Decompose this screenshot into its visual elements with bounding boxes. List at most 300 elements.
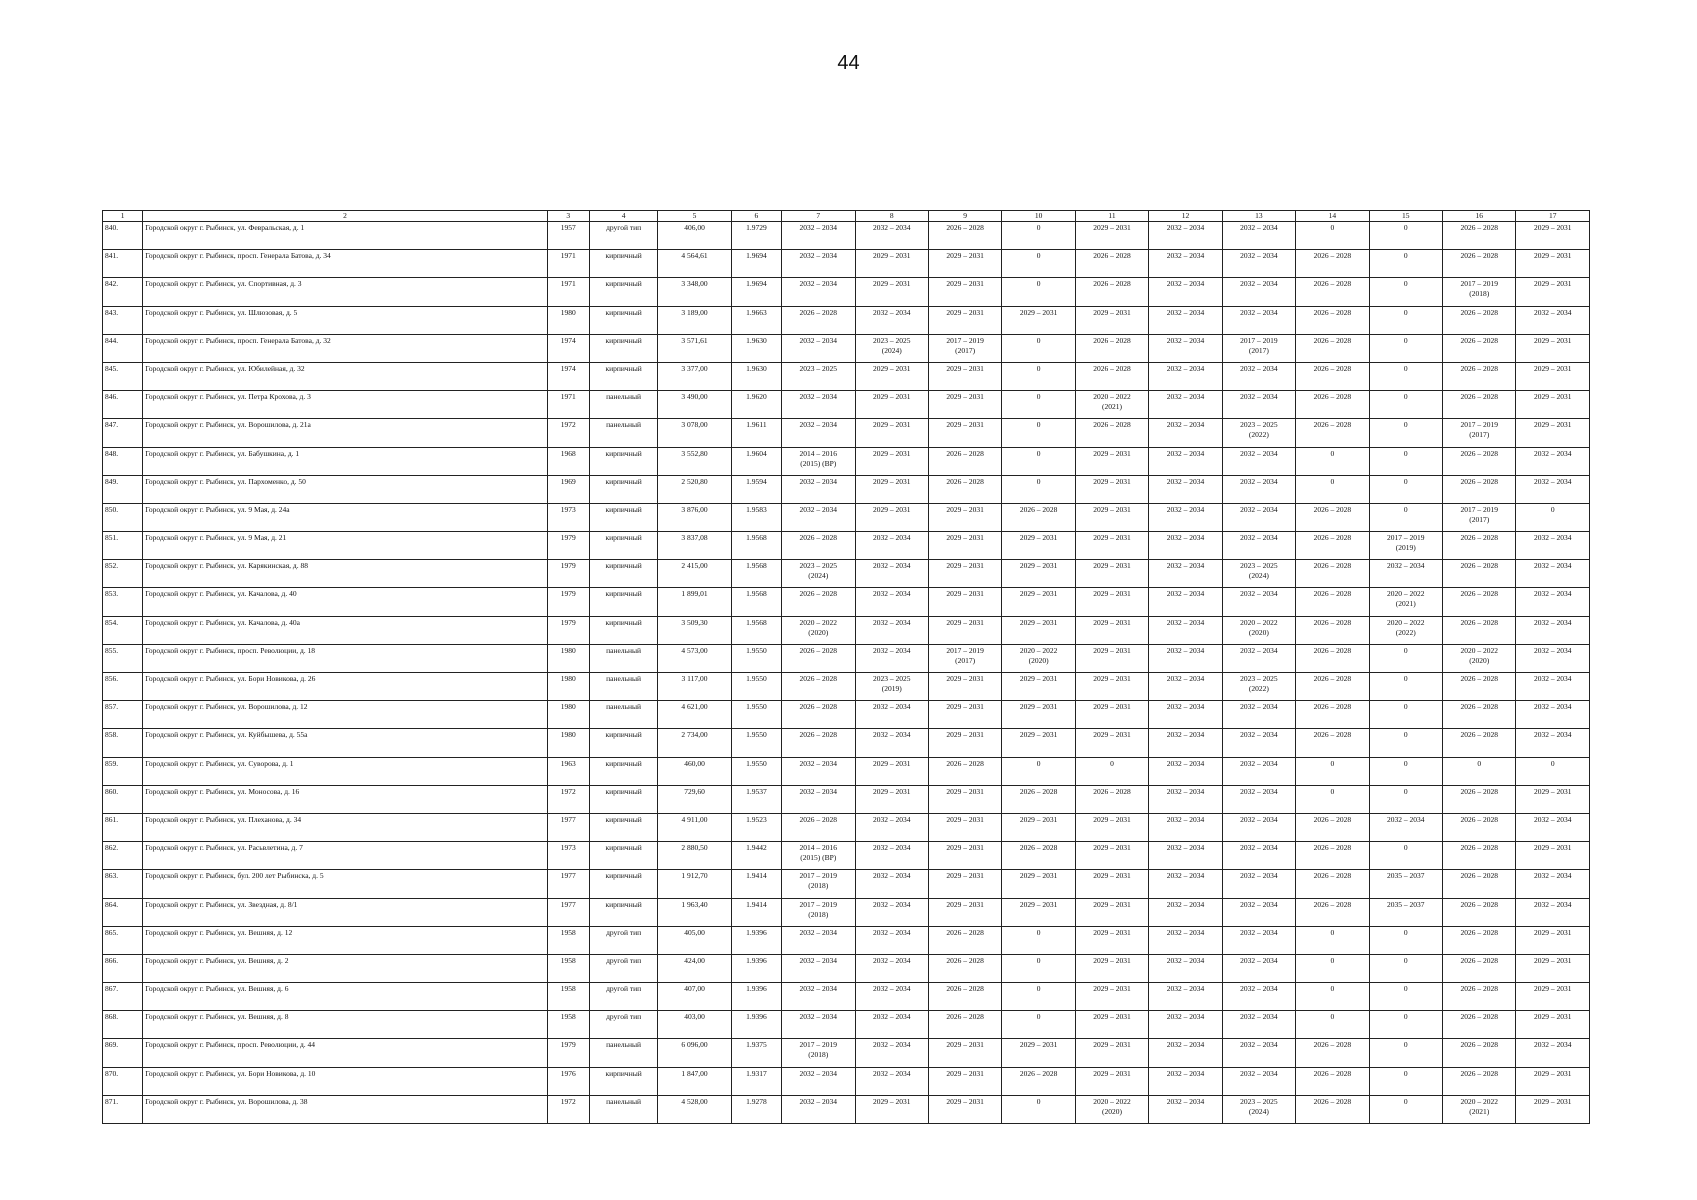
- table-row: [103, 250, 1590, 278]
- table-cell: 2026 – 2028: [1075, 419, 1148, 447]
- table-row: [103, 560, 1590, 588]
- table-cell: 2026 – 2028: [1443, 250, 1516, 278]
- table-cell: 0: [1002, 391, 1075, 419]
- table-cell: 2032 – 2034: [855, 898, 928, 926]
- address-cell: Городской округ г. Рыбинск, ул. Бори Новикова, д. 26: [143, 673, 547, 701]
- table-cell: 2032 – 2034: [1222, 729, 1295, 757]
- table-cell: 2026 – 2028: [1002, 1067, 1075, 1095]
- table-cell: 0: [1369, 278, 1442, 306]
- table-cell: 2026 – 2028: [1075, 278, 1148, 306]
- table-cell: 2032 – 2034: [1222, 362, 1295, 390]
- table-cell: 2029 – 2031: [855, 503, 928, 531]
- table-cell: 2026 – 2028: [1443, 475, 1516, 503]
- table-cell: 2032 – 2034: [1516, 898, 1590, 926]
- table-cell: 0: [1369, 306, 1442, 334]
- table-cell: 6 096,00: [658, 1039, 731, 1067]
- table-row: [103, 391, 1590, 419]
- table-cell: 2029 – 2031: [928, 785, 1001, 813]
- table-cell: 2029 – 2031: [1075, 729, 1148, 757]
- table-cell: 3 117,00: [658, 673, 731, 701]
- column-number-header: 3: [547, 211, 589, 222]
- table-cell: другой тип: [589, 983, 657, 1011]
- table-cell: 2026 – 2028: [1443, 560, 1516, 588]
- table-cell: 2026 – 2028: [1296, 419, 1369, 447]
- table-cell: 2032 – 2034: [855, 954, 928, 982]
- table-cell: 2029 – 2031: [928, 503, 1001, 531]
- table-cell: 2032 – 2034: [1149, 222, 1222, 250]
- table-cell: панельный: [589, 1095, 657, 1123]
- row-number-cell: 841.: [103, 250, 143, 278]
- table-cell: 2029 – 2031: [928, 1095, 1001, 1123]
- table-cell: 1.9550: [731, 729, 781, 757]
- table-cell: 2026 – 2028: [1296, 588, 1369, 616]
- table-cell: 2029 – 2031: [1075, 673, 1148, 701]
- table-row: [103, 532, 1590, 560]
- table-cell: 2032 – 2034: [1516, 588, 1590, 616]
- table-cell: 2029 – 2031: [855, 250, 928, 278]
- table-cell: панельный: [589, 644, 657, 672]
- table-cell: 0: [1296, 447, 1369, 475]
- table-cell: 403,00: [658, 1011, 731, 1039]
- table-cell: 1.9414: [731, 870, 781, 898]
- table-cell: 1 963,40: [658, 898, 731, 926]
- table-cell: 2032 – 2034: [1149, 757, 1222, 785]
- row-number-cell: 864.: [103, 898, 143, 926]
- address-cell: Городской округ г. Рыбинск, просп. Генерала Батова, д. 32: [143, 334, 547, 362]
- table-cell: 2032 – 2034: [782, 757, 855, 785]
- table-cell: 2026 – 2028: [1443, 588, 1516, 616]
- address-cell: Городской округ г. Рыбинск, ул. Расьвлетина, д. 7: [143, 842, 547, 870]
- table-cell: 2032 – 2034: [855, 1039, 928, 1067]
- table-cell: 1.9630: [731, 362, 781, 390]
- table-cell: 2032 – 2034: [855, 729, 928, 757]
- table-cell: 2032 – 2034: [1222, 842, 1295, 870]
- table-cell: 2032 – 2034: [1222, 813, 1295, 841]
- table-cell: 4 564,61: [658, 250, 731, 278]
- table-cell: 2029 – 2031: [1075, 1067, 1148, 1095]
- row-number-cell: 853.: [103, 588, 143, 616]
- table-cell: 2032 – 2034: [782, 475, 855, 503]
- address-cell: Городской округ г. Рыбинск, ул. Качалова, д. 40: [143, 588, 547, 616]
- table-cell: 2029 – 2031: [928, 813, 1001, 841]
- table-cell: 3 348,00: [658, 278, 731, 306]
- table-cell: 1974: [547, 362, 589, 390]
- table-cell: 2026 – 2028: [1296, 362, 1369, 390]
- table-cell: 2032 – 2034: [1222, 475, 1295, 503]
- table-cell: 2032 – 2034: [1222, 503, 1295, 531]
- address-cell: Городской округ г. Рыбинск, ул. Шлюзовая, д. 5: [143, 306, 547, 334]
- table-cell: 2029 – 2031: [928, 588, 1001, 616]
- table-cell: 2026 – 2028: [1296, 813, 1369, 841]
- table-cell: 2029 – 2031: [855, 785, 928, 813]
- table-cell: 2029 – 2031: [1516, 278, 1590, 306]
- table-cell: 2032 – 2034: [855, 870, 928, 898]
- table-cell: 2023 – 2025 (2024): [1222, 1095, 1295, 1123]
- table-cell: 1979: [547, 588, 589, 616]
- table-cell: 2026 – 2028: [1296, 306, 1369, 334]
- table-cell: 4 528,00: [658, 1095, 731, 1123]
- column-number-header: 7: [782, 211, 855, 222]
- table-cell: 2026 – 2028: [782, 729, 855, 757]
- table-cell: 2032 – 2034: [1222, 785, 1295, 813]
- table-cell: 1976: [547, 1067, 589, 1095]
- table-cell: 2032 – 2034: [1149, 503, 1222, 531]
- table-cell: 2029 – 2031: [928, 1039, 1001, 1067]
- table-cell: 1979: [547, 532, 589, 560]
- table-cell: 1.9317: [731, 1067, 781, 1095]
- table-cell: 1972: [547, 1095, 589, 1123]
- table-cell: 2029 – 2031: [855, 391, 928, 419]
- table-cell: 2020 – 2022 (2020): [1075, 1095, 1148, 1123]
- table-cell: 2017 – 2019 (2018): [782, 870, 855, 898]
- table-cell: 2032 – 2034: [1149, 616, 1222, 644]
- row-number-cell: 861.: [103, 813, 143, 841]
- address-cell: Городской округ г. Рыбинск, просп. Революции, д. 18: [143, 644, 547, 672]
- table-row: [103, 419, 1590, 447]
- table-cell: другой тип: [589, 926, 657, 954]
- row-number-cell: 849.: [103, 475, 143, 503]
- address-cell: Городской округ г. Рыбинск, ул. Плеханова, д. 34: [143, 813, 547, 841]
- table-cell: 2029 – 2031: [1075, 306, 1148, 334]
- address-cell: Городской округ г. Рыбинск, ул. Ворошилова, д. 12: [143, 701, 547, 729]
- table-cell: 2032 – 2034: [1516, 673, 1590, 701]
- table-cell: 1.9414: [731, 898, 781, 926]
- table-cell: 2026 – 2028: [1296, 898, 1369, 926]
- table-cell: 1977: [547, 813, 589, 841]
- table-cell: 1.9568: [731, 532, 781, 560]
- table-cell: 2032 – 2034: [1149, 870, 1222, 898]
- table-cell: 0: [1443, 757, 1516, 785]
- address-cell: Городской округ г. Рыбинск, просп. Революции, д. 44: [143, 1039, 547, 1067]
- table-cell: 0: [1002, 278, 1075, 306]
- table-cell: 2032 – 2034: [1222, 306, 1295, 334]
- table-cell: 2026 – 2028: [1296, 616, 1369, 644]
- table-cell: 2023 – 2025 (2024): [1222, 560, 1295, 588]
- table-cell: 0: [1369, 362, 1442, 390]
- table-cell: 1.9396: [731, 926, 781, 954]
- table-cell: 2032 – 2034: [855, 701, 928, 729]
- table-cell: 2032 – 2034: [1222, 926, 1295, 954]
- table-cell: 0: [1516, 503, 1590, 531]
- table-cell: 0: [1369, 926, 1442, 954]
- table-cell: 2032 – 2034: [1222, 1011, 1295, 1039]
- table-cell: 1958: [547, 983, 589, 1011]
- table-cell: 1.9568: [731, 588, 781, 616]
- address-cell: Городской округ г. Рыбинск, ул. Вешняя, д. 8: [143, 1011, 547, 1039]
- table-cell: 4 911,00: [658, 813, 731, 841]
- table-cell: 2032 – 2034: [1149, 1067, 1222, 1095]
- table-cell: 2032 – 2034: [1149, 278, 1222, 306]
- table-cell: 2032 – 2034: [855, 560, 928, 588]
- table-cell: 2029 – 2031: [1075, 954, 1148, 982]
- address-cell: Городской округ г. Рыбинск, бул. 200 лет Рыбинска, д. 5: [143, 870, 547, 898]
- table-cell: 1.9594: [731, 475, 781, 503]
- table-cell: 2026 – 2028: [1002, 842, 1075, 870]
- address-cell: Городской округ г. Рыбинск, ул. Бори Новикова, д. 10: [143, 1067, 547, 1095]
- table-cell: 0: [1002, 1095, 1075, 1123]
- table-cell: 3 552,80: [658, 447, 731, 475]
- address-cell: Городской округ г. Рыбинск, ул. Карякинская, д. 88: [143, 560, 547, 588]
- table-cell: 2026 – 2028: [1443, 983, 1516, 1011]
- table-cell: 2029 – 2031: [1075, 1039, 1148, 1067]
- table-cell: 2032 – 2034: [1149, 1011, 1222, 1039]
- table-cell: 0: [1296, 475, 1369, 503]
- table-cell: 460,00: [658, 757, 731, 785]
- table-cell: 1974: [547, 334, 589, 362]
- table-row: [103, 673, 1590, 701]
- table-cell: кирпичный: [589, 362, 657, 390]
- table-cell: 2032 – 2034: [855, 644, 928, 672]
- table-cell: 0: [1002, 1011, 1075, 1039]
- table-cell: 1980: [547, 644, 589, 672]
- table-cell: 0: [1369, 250, 1442, 278]
- table-row: [103, 757, 1590, 785]
- table-cell: кирпичный: [589, 616, 657, 644]
- table-cell: 2032 – 2034: [1222, 757, 1295, 785]
- table-cell: кирпичный: [589, 813, 657, 841]
- row-number-cell: 848.: [103, 447, 143, 475]
- table-cell: 2026 – 2028: [928, 983, 1001, 1011]
- table-cell: 1.9568: [731, 560, 781, 588]
- table-cell: 2032 – 2034: [1516, 560, 1590, 588]
- table-cell: 2023 – 2025 (2019): [855, 673, 928, 701]
- table-cell: 0: [1369, 447, 1442, 475]
- table-cell: другой тип: [589, 954, 657, 982]
- table-cell: 2029 – 2031: [1075, 503, 1148, 531]
- table-cell: 2032 – 2034: [1149, 729, 1222, 757]
- housing-repair-schedule-table: [102, 210, 1590, 1124]
- table-cell: 0: [1516, 757, 1590, 785]
- table-cell: 2 520,80: [658, 475, 731, 503]
- table-cell: 2026 – 2028: [1296, 278, 1369, 306]
- table-cell: 2029 – 2031: [1075, 560, 1148, 588]
- table-cell: 2029 – 2031: [1516, 983, 1590, 1011]
- table-cell: 0: [1369, 391, 1442, 419]
- table-cell: 2026 – 2028: [1296, 391, 1369, 419]
- table-cell: 1973: [547, 503, 589, 531]
- column-number-header: 10: [1002, 211, 1075, 222]
- table-cell: 0: [1002, 926, 1075, 954]
- row-number-cell: 844.: [103, 334, 143, 362]
- table-cell: 2032 – 2034: [782, 926, 855, 954]
- table-cell: кирпичный: [589, 588, 657, 616]
- table-cell: 405,00: [658, 926, 731, 954]
- table-cell: панельный: [589, 419, 657, 447]
- table-cell: кирпичный: [589, 306, 657, 334]
- table-cell: 0: [1369, 1039, 1442, 1067]
- table-row: [103, 616, 1590, 644]
- table-cell: 1.9442: [731, 842, 781, 870]
- table-cell: кирпичный: [589, 532, 657, 560]
- column-number-header: 6: [731, 211, 781, 222]
- table-cell: 2029 – 2031: [928, 419, 1001, 447]
- table-cell: 2029 – 2031: [1516, 842, 1590, 870]
- table-cell: 2032 – 2034: [1149, 334, 1222, 362]
- table-cell: 0: [1002, 954, 1075, 982]
- row-number-cell: 840.: [103, 222, 143, 250]
- row-number-cell: 858.: [103, 729, 143, 757]
- table-cell: 1957: [547, 222, 589, 250]
- table-row: [103, 870, 1590, 898]
- table-cell: 2023 – 2025: [782, 362, 855, 390]
- table-cell: 2026 – 2028: [1075, 785, 1148, 813]
- table-cell: 2032 – 2034: [1149, 701, 1222, 729]
- table-cell: 2032 – 2034: [1149, 813, 1222, 841]
- table-cell: 2014 – 2016 (2015) (ВР): [782, 447, 855, 475]
- row-number-cell: 857.: [103, 701, 143, 729]
- table-cell: 0: [1369, 673, 1442, 701]
- table-cell: 1963: [547, 757, 589, 785]
- table-cell: 2026 – 2028: [928, 1011, 1001, 1039]
- table-cell: 1979: [547, 616, 589, 644]
- table-cell: 0: [1369, 785, 1442, 813]
- table-cell: 2032 – 2034: [1369, 813, 1442, 841]
- table-row: [103, 475, 1590, 503]
- table-cell: 2032 – 2034: [1222, 532, 1295, 560]
- table-cell: 2032 – 2034: [1516, 532, 1590, 560]
- table-cell: 2026 – 2028: [782, 644, 855, 672]
- table-cell: 2032 – 2034: [855, 588, 928, 616]
- row-number-cell: 855.: [103, 644, 143, 672]
- table-cell: 1977: [547, 870, 589, 898]
- table-cell: 2029 – 2031: [855, 447, 928, 475]
- table-cell: 2029 – 2031: [928, 278, 1001, 306]
- address-cell: Городской округ г. Рыбинск, ул. Спортивная, д. 3: [143, 278, 547, 306]
- table-cell: 2032 – 2034: [1222, 447, 1295, 475]
- table-cell: 2032 – 2034: [855, 1011, 928, 1039]
- table-cell: 1.9375: [731, 1039, 781, 1067]
- table-cell: 3 876,00: [658, 503, 731, 531]
- table-cell: 2029 – 2031: [1516, 222, 1590, 250]
- table-row: [103, 588, 1590, 616]
- table-cell: другой тип: [589, 1011, 657, 1039]
- table-cell: 2032 – 2034: [1516, 870, 1590, 898]
- column-number-row: [103, 211, 1590, 222]
- table-cell: 2029 – 2031: [928, 616, 1001, 644]
- table-cell: 2026 – 2028: [782, 306, 855, 334]
- table-cell: 2032 – 2034: [855, 532, 928, 560]
- table-cell: 2032 – 2034: [1222, 870, 1295, 898]
- table-cell: 2029 – 2031: [1516, 1067, 1590, 1095]
- table-cell: 2026 – 2028: [1296, 729, 1369, 757]
- table-cell: 2032 – 2034: [782, 391, 855, 419]
- table-cell: 2029 – 2031: [1075, 222, 1148, 250]
- row-number-cell: 851.: [103, 532, 143, 560]
- row-number-cell: 869.: [103, 1039, 143, 1067]
- table-cell: 729,60: [658, 785, 731, 813]
- table-cell: 0: [1369, 954, 1442, 982]
- table-row: [103, 503, 1590, 531]
- address-cell: Городской округ г. Рыбинск, ул. Моносова, д. 16: [143, 785, 547, 813]
- table-cell: 2032 – 2034: [1222, 983, 1295, 1011]
- table-cell: 2026 – 2028: [1443, 673, 1516, 701]
- table-cell: другой тип: [589, 222, 657, 250]
- table-cell: 1.9694: [731, 278, 781, 306]
- table-row: [103, 644, 1590, 672]
- table-cell: 2026 – 2028: [928, 475, 1001, 503]
- table-cell: 0: [1369, 222, 1442, 250]
- table-cell: 2029 – 2031: [1002, 616, 1075, 644]
- table-cell: 4 621,00: [658, 701, 731, 729]
- row-number-cell: 854.: [103, 616, 143, 644]
- table-cell: кирпичный: [589, 870, 657, 898]
- table-cell: 2026 – 2028: [1296, 560, 1369, 588]
- table-cell: 1980: [547, 701, 589, 729]
- row-number-cell: 852.: [103, 560, 143, 588]
- column-number-header: 9: [928, 211, 1001, 222]
- table-cell: 1958: [547, 954, 589, 982]
- table-cell: 2026 – 2028: [1002, 503, 1075, 531]
- table-cell: 2026 – 2028: [1296, 842, 1369, 870]
- table-cell: 2029 – 2031: [1516, 250, 1590, 278]
- address-cell: Городской округ г. Рыбинск, ул. Куйбышева, д. 55а: [143, 729, 547, 757]
- table-row: [103, 334, 1590, 362]
- table-cell: 2 734,00: [658, 729, 731, 757]
- address-cell: Городской округ г. Рыбинск, ул. Петра Крохова, д. 3: [143, 391, 547, 419]
- column-number-header: 17: [1516, 211, 1590, 222]
- table-cell: 2026 – 2028: [1296, 503, 1369, 531]
- table-cell: 2029 – 2031: [1075, 532, 1148, 560]
- table-cell: 4 573,00: [658, 644, 731, 672]
- row-number-cell: 868.: [103, 1011, 143, 1039]
- table-cell: 2029 – 2031: [1516, 1011, 1590, 1039]
- table-cell: 1958: [547, 926, 589, 954]
- table-row: [103, 813, 1590, 841]
- row-number-cell: 842.: [103, 278, 143, 306]
- table-cell: 2026 – 2028: [1296, 870, 1369, 898]
- table-row: [103, 1067, 1590, 1095]
- row-number-cell: 850.: [103, 503, 143, 531]
- table-cell: 2026 – 2028: [1296, 701, 1369, 729]
- table-cell: 0: [1075, 757, 1148, 785]
- table-cell: 2032 – 2034: [1149, 673, 1222, 701]
- table-cell: 1980: [547, 729, 589, 757]
- row-number-cell: 870.: [103, 1067, 143, 1095]
- table-cell: 1.9550: [731, 673, 781, 701]
- table-cell: 2032 – 2034: [1149, 306, 1222, 334]
- table-cell: 2026 – 2028: [782, 673, 855, 701]
- column-number-header: 13: [1222, 211, 1295, 222]
- table-cell: 2029 – 2031: [1075, 644, 1148, 672]
- table-cell: кирпичный: [589, 447, 657, 475]
- column-number-header: 1: [103, 211, 143, 222]
- table-cell: 2017 – 2019 (2017): [1443, 503, 1516, 531]
- table-row: [103, 842, 1590, 870]
- table-cell: 1.9630: [731, 334, 781, 362]
- table-cell: 2026 – 2028: [1443, 842, 1516, 870]
- table-cell: 2029 – 2031: [1002, 898, 1075, 926]
- address-cell: Городской округ г. Рыбинск, ул. Звездная, д. 8/1: [143, 898, 547, 926]
- table-cell: кирпичный: [589, 278, 657, 306]
- table-row: [103, 1039, 1590, 1067]
- table-cell: 2029 – 2031: [1516, 362, 1590, 390]
- table-cell: 406,00: [658, 222, 731, 250]
- table-cell: 3 377,00: [658, 362, 731, 390]
- row-number-cell: 866.: [103, 954, 143, 982]
- table-cell: 2029 – 2031: [1075, 926, 1148, 954]
- address-cell: Городской округ г. Рыбинск, ул. 9 Мая, д. 24а: [143, 503, 547, 531]
- table-cell: 1979: [547, 1039, 589, 1067]
- table-cell: 2026 – 2028: [1443, 1067, 1516, 1095]
- table-cell: 2026 – 2028: [1443, 785, 1516, 813]
- table-cell: 2029 – 2031: [928, 362, 1001, 390]
- table-cell: 2032 – 2034: [782, 1011, 855, 1039]
- table-cell: 2026 – 2028: [928, 954, 1001, 982]
- table-cell: панельный: [589, 701, 657, 729]
- table-cell: 2032 – 2034: [1516, 1039, 1590, 1067]
- address-cell: Городской округ г. Рыбинск, ул. Вешняя, д. 12: [143, 926, 547, 954]
- table-cell: 1958: [547, 1011, 589, 1039]
